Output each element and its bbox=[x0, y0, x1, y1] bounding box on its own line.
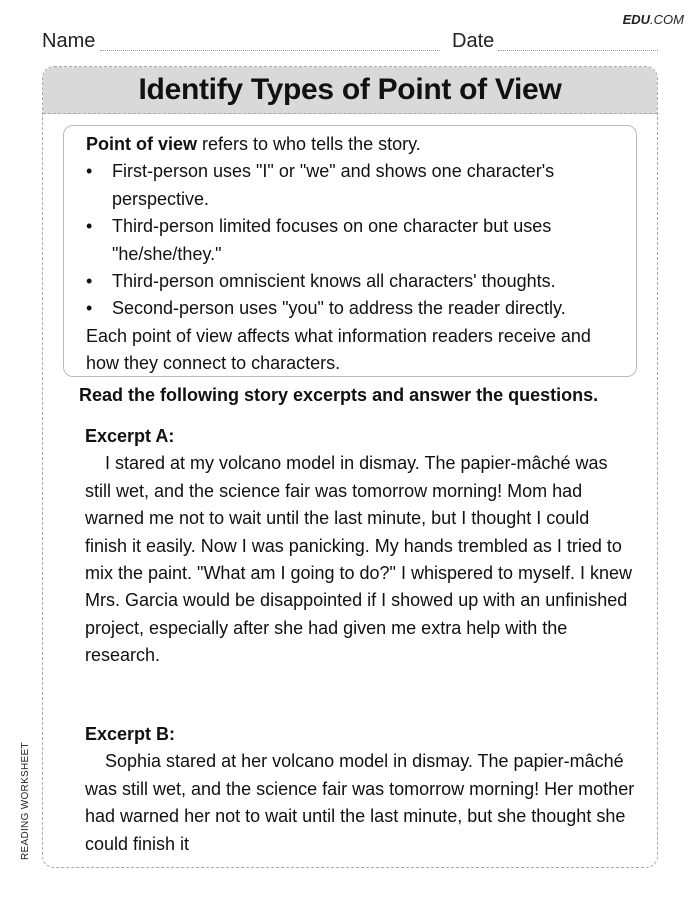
pov-item-first-person: • First-person uses "I" or "we" and shows one character's perspective. bbox=[86, 158, 626, 213]
page-title: Identify Types of Point of View bbox=[138, 73, 562, 106]
worksheet-panel bbox=[42, 66, 658, 868]
definition-term: Point of view bbox=[86, 134, 198, 154]
name-date-row bbox=[42, 30, 660, 54]
definition-intro bbox=[86, 131, 626, 158]
brand-suffix: .COM bbox=[650, 12, 684, 27]
excerpt-a-heading: Excerpt A: bbox=[85, 426, 175, 446]
pov-item-second-person: • Second-person uses "you" to address the reader directly. bbox=[86, 295, 626, 322]
name-label: Name bbox=[42, 30, 96, 52]
excerpt-b bbox=[85, 721, 635, 858]
date-label: Date bbox=[452, 30, 495, 52]
name-field-line[interactable] bbox=[100, 50, 440, 51]
pov-item-third-omniscient: • Third-person omniscient knows all characters' thoughts. bbox=[86, 268, 626, 295]
excerpt-a-text: I stared at my volcano model in dismay. The papier-mâché was still wet, and the science fair was tomorrow morning! Mom had warned me not to wait until the last minute, but I thought I could finish it easily. Now I was panicking. My hands trembled as I tried to mix the paint. "What am I going to do?" I whispered to myself. I knew Mrs. Garcia would be disappointed if I showed up with an unfinished project, especially after she had given me extra help with the research. bbox=[85, 453, 633, 666]
date-field-line[interactable] bbox=[498, 50, 658, 51]
pov-list bbox=[86, 158, 626, 322]
instruction-text: Read the following story excerpts and answer the questions. bbox=[79, 385, 599, 405]
pov-item-third-limited: • Third-person limited focuses on one character but uses "he/she/they." bbox=[86, 213, 626, 268]
definition-closing: Each point of view affects what information readers receive and how they connect to characters. bbox=[86, 325, 591, 374]
excerpt-b-heading: Excerpt B: bbox=[85, 724, 176, 744]
brand-logo bbox=[623, 12, 684, 27]
definition-text: refers to who tells the story. bbox=[197, 134, 421, 154]
brand-name: EDU bbox=[622, 12, 651, 27]
side-label: READING WORKSHEET bbox=[20, 742, 31, 860]
excerpt-b-text: Sophia stared at her volcano model in dismay. The papier-mâché was still wet, and the science fair was tomorrow morning! Her mother had warned her not to wait until the last minute, but she thought she could finish it bbox=[85, 751, 635, 854]
title-bar bbox=[43, 67, 657, 114]
excerpt-a bbox=[85, 423, 635, 670]
definition-box bbox=[63, 125, 637, 377]
